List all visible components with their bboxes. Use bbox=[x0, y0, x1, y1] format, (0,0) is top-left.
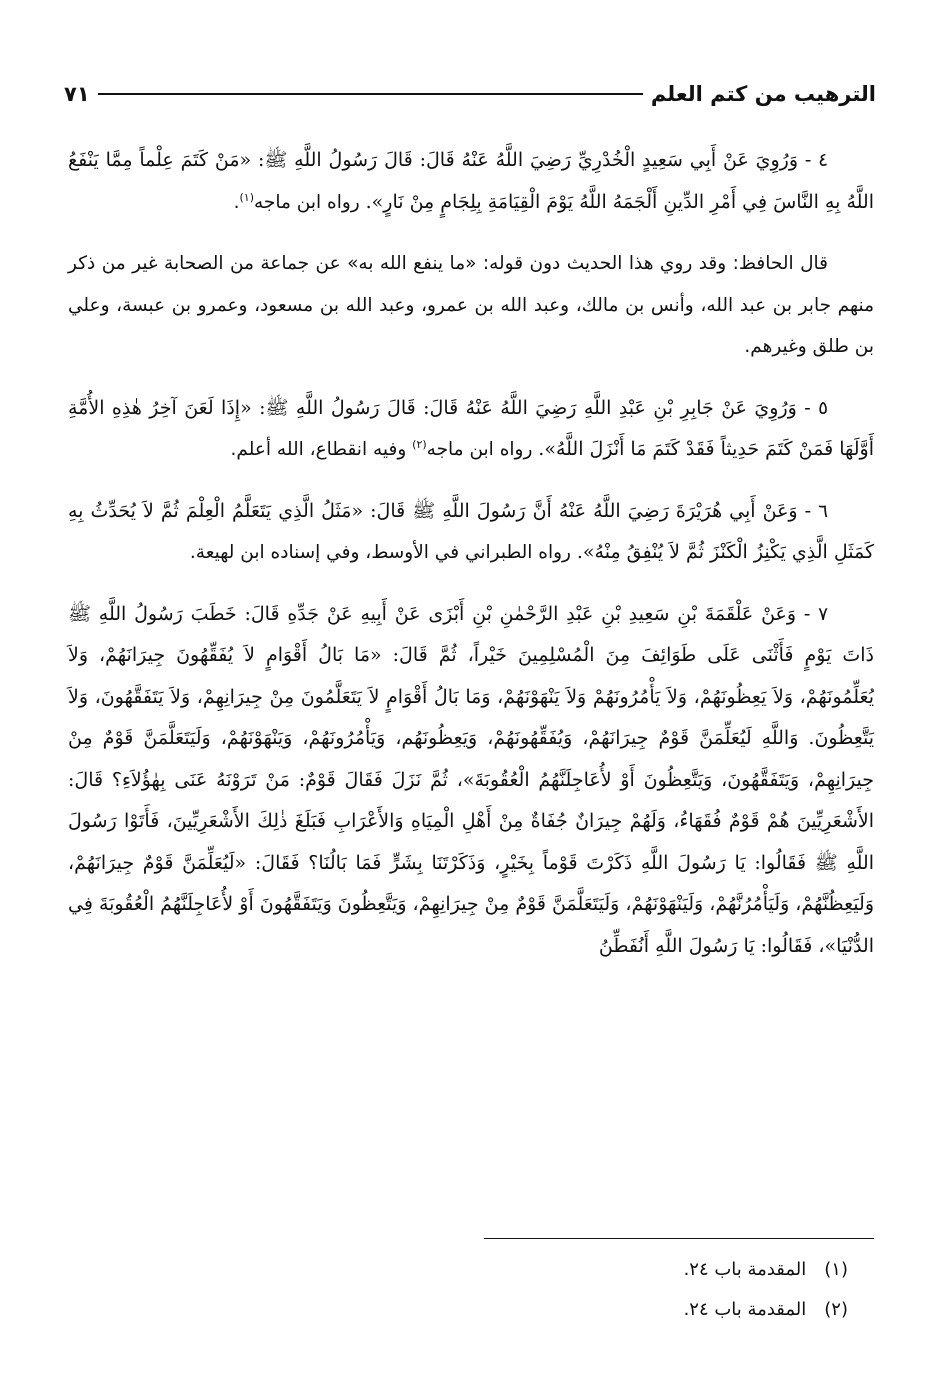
hadith-text: وَعَنْ عَلْقَمَةَ بْنِ سَعِيدِ بْنِ عَبْدِ الرَّحْمٰنِ بْنِ أَبْزَى عَنْ أَبِيهِ عَنْ جَدِّهِ قَالَ: خَطَبَ رَسُولُ اللَّهِ ﷺ ذَاتَ يَوْمٍ فَأَثْنَى عَلَى طَوَائِفَ مِنَ الْمُسْلِمِينَ خَيْراً، ثُمَّ قَالَ: «مَا بَالُ أَقْوَامٍ لاَ يُفَقِّهُونَ جِيرَانَهُمْ، وَلاَ يُعَلِّمُونَهُمْ، وَلاَ يَعِظُونَهُمْ، وَلاَ يَأْمُرُونَهُمْ وَلاَ يَنْهَوْنَهُمْ، وَمَا بَالُ أَقْوَامٍ لاَ يَتَعَلَّمُونَ مِنْ جِيرَانِهِمْ، وَلاَ يَتَفَقَّهُونَ، وَلاَ يَتَّعِظُونَ. وَاللَّهِ لَيُعَلِّمَنَّ قَوْمٌ جِيرَانَهُمْ، وَيُفَقِّهُونَهُمْ، وَيَعِظُونَهُم، وَيَأْمُرُونَهُمْ، وَيَنْهَوْنَهُمْ، وَلَيَتَعَلَّمَنَّ قَوْمٌ مِنْ جِيرَانِهِمْ، وَيَتَفَقَّهُونَ، وَيَتَّعِظُونَ أَوْ لأُعَاجِلَنَّهُمُ الْعُقُوبَةَ»، ثُمَّ نَزَلَ فَقَالَ قَوْمٌ: مَنْ تَرَوْنَهُ عَنَى بِهٰؤُلاَءِ؟ قَالَ: الأَشْعَرِيِّينَ هُمْ قَوْمٌ فُقَهَاءُ، وَلَهُمْ جِيرَانٌ جُفَاةٌ مِنْ أَهْلِ الْمِيَاهِ وَالأَعْرَابِ فَبَلَغَ ذٰلِكَ الأَشْعَرِيِّينَ، فَأَتَوْا رَسُولَ اللَّهِ ﷺ فَقَالُوا: يَا رَسُولَ اللَّهِ ذَكَرْتَ قَوْماً بِخَيْرٍ، وَذَكَرْتَنَا بِشَرٍّ فَمَا بَالُنَا؟ فَقَالَ: «لَيُعَلِّمَنَّ قَوْمٌ جِيرَانَهُمْ، وَلَيَعِظُنَّهُمْ، وَلَيَأْمُرُنَّهُمْ، وَلَيَنْهَوْنَهُمْ، وَلَيَتَعَلَّمَنَّ قَوْمٌ مِنْ جِيرَانِهِمْ، وَيَتَّعِظُونَ وَيَتَفَقَّهُونَ أَوْ لأُعَاجِلَنَّهُمُ الْعُقُوبَةَ فِي الدُّنْيَا»، فَقَالُوا: يَا رَسُولَ اللَّهِ أَنُفَطِّنُ bbox=[68, 602, 874, 957]
paragraph-hafiz-note bbox=[68, 243, 874, 368]
hadith-text: وَعَنْ أَبِي هُرَيْرَةَ رَضِيَ اللَّهُ عَنْهُ أَنَّ رَسُولَ اللَّهِ ﷺ قَالَ: «مَثَلُ الَّذِي يَتَعَلَّمُ الْعِلْمَ ثُمَّ لاَ يُحَدِّثُ بِهِ كَمَثَلِ الَّذِي يَكْنِزُ الْكَنْزَ ثُمَّ لاَ يُنْفِقُ مِنْهُ». bbox=[68, 499, 874, 563]
paragraph-hadith-7 bbox=[68, 594, 874, 968]
footnote-2 bbox=[684, 1290, 848, 1330]
main-text bbox=[68, 140, 874, 987]
commentary-text: رواه ابن ماجه bbox=[426, 439, 539, 460]
page-number: ٧١ bbox=[64, 82, 90, 106]
commentary-tail: وفيه انقطاع، الله أعلم. bbox=[230, 439, 413, 460]
hadith-number: ٤ - bbox=[804, 150, 828, 171]
commentary-text: رواه الطبراني في الأوسط، وفي إسناده ابن لهيعة. bbox=[189, 542, 577, 563]
footnote-marker: (١) bbox=[239, 190, 254, 204]
footnote-number: (٢) bbox=[824, 1299, 848, 1320]
hadith-number: ٦ - bbox=[804, 500, 828, 522]
paragraph-hadith-4 bbox=[68, 140, 874, 223]
commentary-text: رواه ابن ماجه bbox=[254, 191, 366, 213]
footnote-number: (١) bbox=[824, 1259, 848, 1280]
footnotes bbox=[684, 1250, 848, 1330]
footnote-text: المقدمة باب ٢٤. bbox=[683, 1299, 807, 1320]
footnote-1 bbox=[684, 1250, 848, 1290]
running-header bbox=[64, 74, 876, 114]
hadith-number: ٥ - bbox=[804, 397, 828, 419]
footnote-marker: (٢) bbox=[412, 437, 427, 451]
paragraph-hadith-6 bbox=[68, 491, 874, 574]
chapter-title: الترهيب من كتم العلم bbox=[650, 82, 876, 106]
commentary-text: قال الحافظ: وقد روي هذا الحديث دون قوله: «ما ينفع الله به» عن جماعة من الصحابة غير من ذكر منهم جابر بن عبد الله، وأنس بن مالك، وعبد الله بن عمرو، وعبد الله بن مسعود، وعمرو بن عبسة، وعلي بن طلق وغيرهم. bbox=[68, 253, 874, 357]
hadith-number: ٧ - bbox=[803, 603, 829, 625]
paragraph-hadith-5 bbox=[68, 388, 874, 471]
footnote-text: المقدمة باب ٢٤. bbox=[683, 1259, 807, 1280]
commentary-tail: . bbox=[233, 191, 240, 213]
hadith-text: وَرُوِيَ عَنْ جَابِرِ بْنِ عَبْدِ اللَّهِ رَضِيَ اللَّهُ عَنْهُ قَالَ: قَالَ رَسُولُ اللَّهِ ﷺ: «إِذَا لَعَنَ آخِرُ هٰذِهِ الأُمَّةِ أَوَّلَهَا فَمَنْ كَتَمَ حَدِيثاً فَقَدْ كَتَمَ مَا أَنْزَلَ اللَّهُ». bbox=[68, 396, 874, 460]
hadith-text: وَرُوِيَ عَنْ أَبِي سَعِيدٍ الْخُدْرِيِّ رَضِيَ اللَّهُ عَنْهُ قَالَ: قَالَ رَسُولُ اللَّهِ ﷺ: «مَنْ كَتَمَ عِلْماً مِمَّا يَنْفَعُ اللَّهُ بِهِ النَّاسَ فِي أَمْرِ الدِّينِ أَلْجَمَهُ اللَّهُ يَوْمَ الْقِيَامَةِ بِلِجَامٍ مِنْ نَارٍ». bbox=[68, 149, 874, 213]
header-rule bbox=[98, 93, 643, 95]
